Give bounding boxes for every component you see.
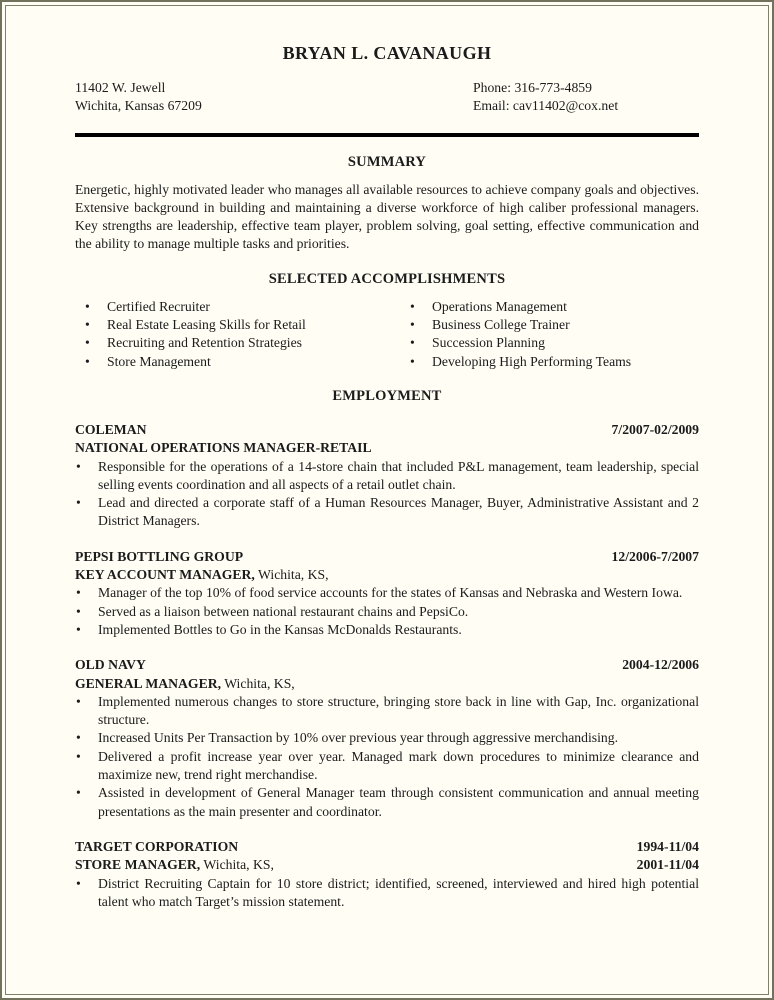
list-item	[409, 353, 699, 371]
accomplishment-text: Developing High Performing Teams	[432, 353, 632, 369]
bullet-icon: •	[76, 748, 81, 764]
job-location: Wichita, KS,	[221, 675, 295, 691]
contact-address	[75, 79, 202, 116]
candidate-name: BRYAN L. CAVANAUGH	[282, 43, 492, 63]
contact-phone-email	[473, 79, 699, 116]
bullet-icon: •	[85, 335, 90, 351]
list-item	[75, 693, 699, 730]
bullet-icon: •	[76, 875, 81, 891]
job-title: STORE MANAGER,	[75, 857, 201, 873]
accomplishment-text: Certified Recruiter	[107, 298, 210, 314]
job-company-line	[75, 656, 699, 674]
company-name: PEPSI BOTTLING GROUP	[75, 548, 244, 564]
job-bullet-text: Manager of the top 10% of food service accounts for the states of Kansas and Nebraska and Western Iowa.	[98, 585, 683, 601]
job-bullet-list	[75, 458, 699, 531]
accomplishments-grid	[75, 298, 699, 371]
accomplishment-text: Real Estate Leasing Skills for Retail	[107, 317, 306, 333]
job-entry-coleman	[75, 421, 699, 531]
job-company-line	[75, 421, 699, 439]
list-item	[75, 875, 699, 912]
list-item	[75, 584, 699, 602]
company-name: COLEMAN	[75, 421, 147, 437]
list-item	[75, 621, 699, 639]
bullet-icon: •	[76, 693, 81, 709]
job-entry-pepsi	[75, 548, 699, 639]
list-item	[409, 334, 699, 352]
bullet-icon: •	[76, 458, 81, 474]
accomplishment-text: Recruiting and Retention Strategies	[107, 335, 303, 351]
bullet-icon: •	[76, 621, 81, 637]
bullet-icon: •	[85, 317, 90, 333]
list-item	[75, 784, 699, 821]
bullet-icon: •	[410, 317, 415, 333]
accomplishment-text: Store Management	[107, 353, 211, 369]
bullet-icon: •	[76, 730, 81, 746]
job-bullet-text: Assisted in development of General Manager team through consistent communication and annual meeting presentations as the main presenter and coordinator.	[98, 785, 699, 819]
accomplishments-right-column	[409, 298, 699, 371]
job-title: KEY ACCOUNT MANAGER,	[75, 567, 255, 583]
job-bullet-text: Increased Units Per Transaction by 10% over previous year through aggressive merchandising.	[98, 730, 618, 746]
list-item	[409, 298, 699, 316]
bullet-icon: •	[76, 785, 81, 801]
address-line-2: Wichita, Kansas 67209	[75, 98, 202, 114]
job-bullet-list	[75, 693, 699, 821]
job-company-line	[75, 548, 699, 566]
list-item	[75, 748, 699, 785]
company-name: TARGET CORPORATION	[75, 838, 239, 854]
job-company-line	[75, 838, 699, 856]
bullet-icon: •	[410, 335, 415, 351]
job-dates: 1994-11/04	[636, 838, 699, 854]
job-bullet-list	[75, 875, 699, 912]
accomplishments-left-column	[84, 298, 409, 371]
job-title-line	[75, 439, 699, 457]
section-heading-accomplishments: SELECTED ACCOMPLISHMENTS	[268, 270, 506, 287]
accomplishment-text: Operations Management	[432, 298, 567, 314]
job-dates: 2004-12/2006	[622, 657, 699, 673]
accomplishment-text: Succession Planning	[432, 335, 545, 351]
list-item	[84, 298, 409, 316]
bullet-icon: •	[76, 495, 81, 511]
address-line-1: 11402 W. Jewell	[75, 80, 166, 95]
email-text: Email: cav11402@cox.net	[473, 98, 619, 114]
job-dates-secondary: 2001-11/04	[636, 857, 699, 873]
job-bullet-text: Lead and directed a corporate staff of a Human Resources Manager, Buyer, Administrative Assistant and 2 District Managers.	[98, 495, 699, 529]
section-heading-employment: EMPLOYMENT	[332, 387, 442, 404]
list-item	[409, 316, 699, 334]
job-title: GENERAL MANAGER,	[75, 675, 222, 691]
job-entry-old-navy	[75, 656, 699, 821]
job-title-line	[75, 566, 699, 584]
bullet-icon: •	[76, 603, 81, 619]
job-title-line	[75, 856, 699, 874]
job-bullet-text: Implemented Bottles to Go in the Kansas McDonalds Restaurants.	[98, 621, 462, 637]
job-dates: 7/2007-02/2009	[611, 421, 699, 437]
list-item	[75, 603, 699, 621]
contact-block	[75, 79, 699, 116]
job-bullet-text: Implemented numerous changes to store structure, bringing store back in line with Gap, Inc. organizational structure.	[98, 693, 699, 728]
header-divider	[75, 133, 699, 137]
job-dates: 12/2006-7/2007	[611, 548, 699, 564]
bullet-icon: •	[410, 353, 415, 369]
list-item	[84, 316, 409, 334]
job-bullet-text: Delivered a profit increase year over year. Managed mark down procedures to minimize clearance and maximize new, trend right merchandise.	[98, 748, 699, 783]
job-bullet-text: District Recruiting Captain for 10 store district; identified, screened, interviewed and hired high potential talent who match Target’s mission statement.	[98, 875, 699, 909]
list-item	[75, 494, 699, 531]
bullet-icon: •	[85, 353, 90, 369]
company-name: OLD NAVY	[75, 657, 146, 673]
job-title: NATIONAL OPERATIONS MANAGER-RETAIL	[75, 440, 372, 456]
job-location: Wichita, KS,	[200, 857, 274, 873]
phone-text: Phone: 316-773-4859	[473, 80, 592, 95]
resume-content	[2, 2, 772, 911]
summary-paragraph: Energetic, highly motivated leader who manages all available resources to achieve company goals and objectives. Extensive background in building and maintaining a diverse workforce of high caliber professional managers. Key strengths are leadership, effective team player, problem solving, goal setting, effective communication and the ability to manage multiple tasks and priorities.	[75, 181, 699, 252]
list-item	[75, 458, 699, 495]
bullet-icon: •	[85, 298, 90, 314]
job-bullet-list	[75, 584, 699, 639]
bullet-icon: •	[76, 585, 81, 601]
list-item	[84, 334, 409, 352]
job-location: Wichita, KS,	[254, 567, 329, 583]
bullet-icon: •	[410, 298, 415, 314]
list-item	[75, 729, 699, 747]
job-bullet-text: Served as a liaison between national restaurant chains and PepsiCo.	[98, 603, 469, 619]
accomplishment-text: Business College Trainer	[432, 317, 570, 333]
job-bullet-text: Responsible for the operations of a 14-store chain that included P&L management, team leadership, special selling events coordination and all aspects of a retail outlet chain.	[98, 458, 699, 492]
job-title-line	[75, 675, 699, 693]
section-heading-summary: SUMMARY	[347, 153, 427, 170]
list-item	[84, 353, 409, 371]
job-entry-target	[75, 838, 699, 911]
